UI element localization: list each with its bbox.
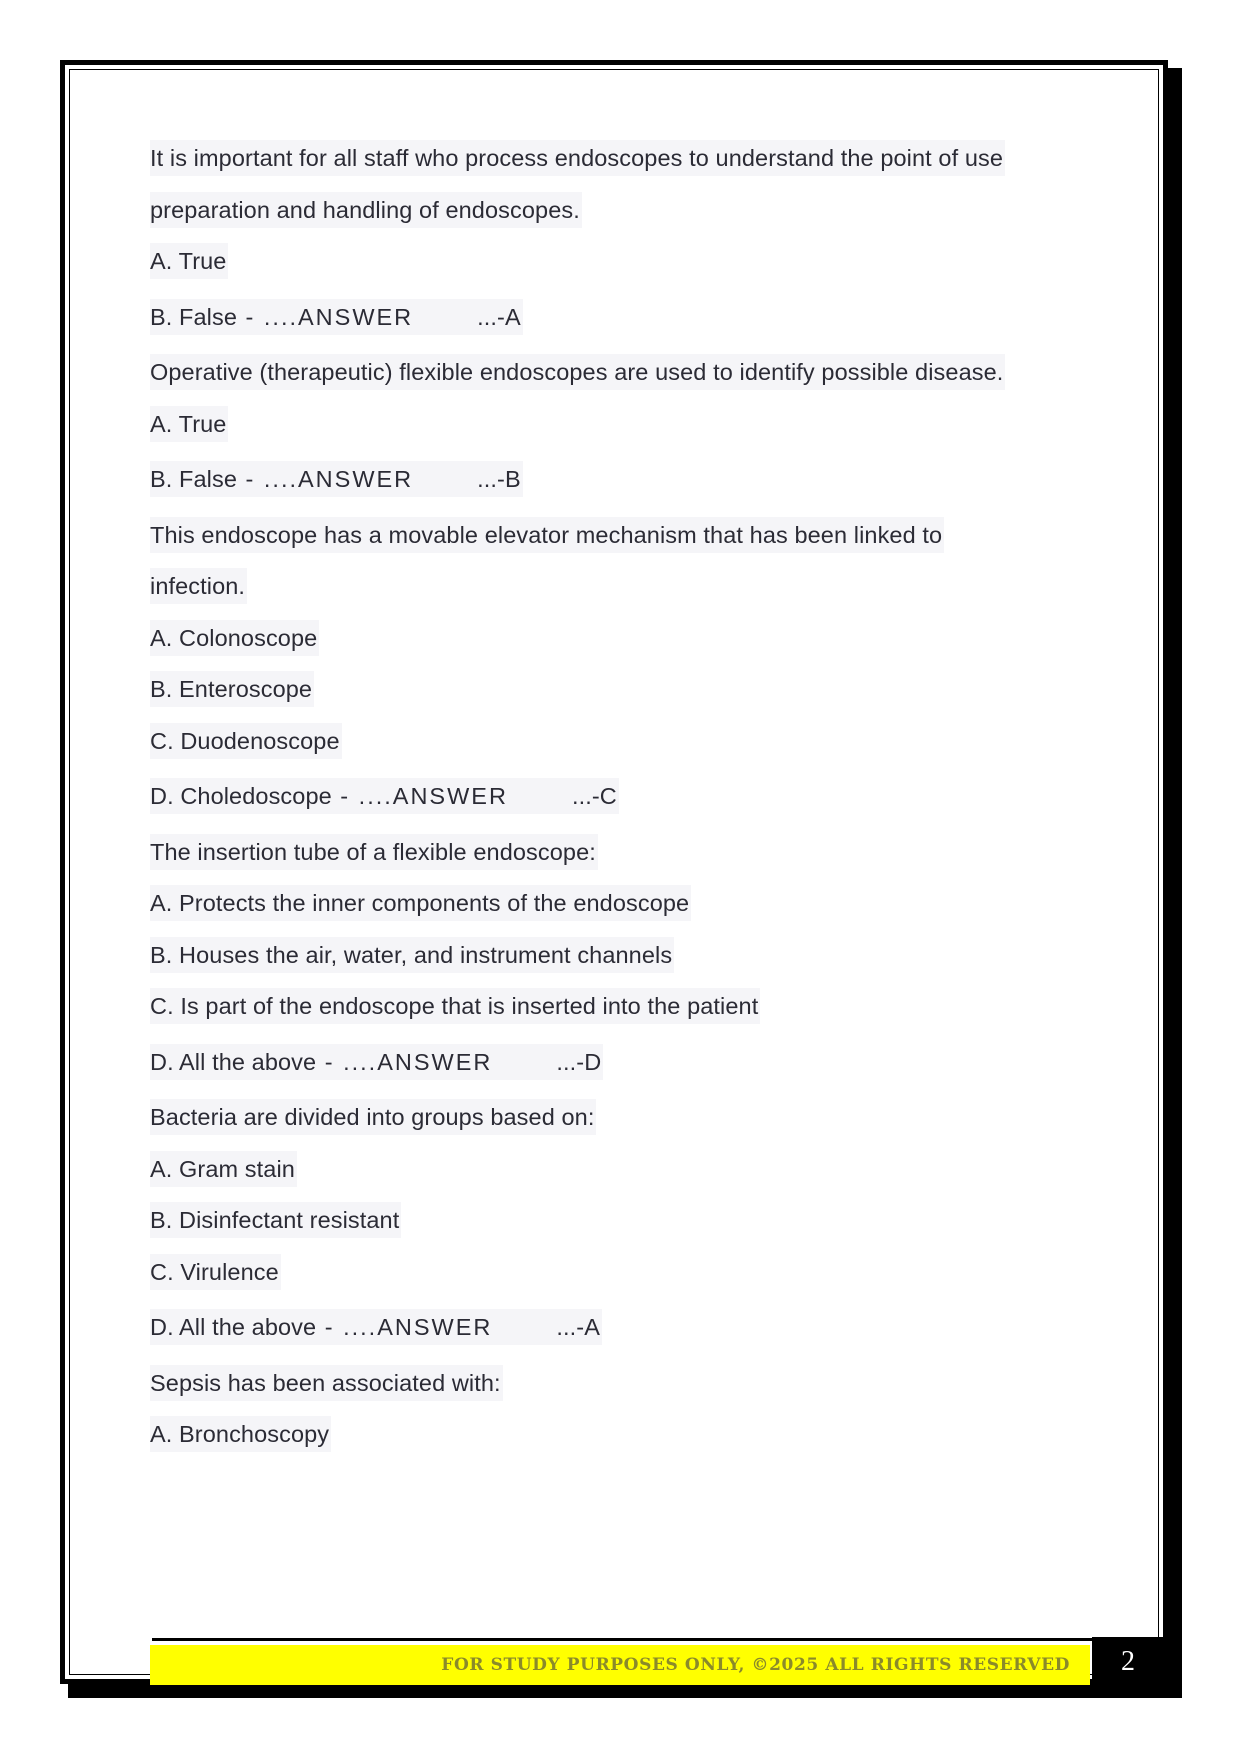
answer-letter: A (584, 1314, 600, 1340)
answer-option-line (150, 1309, 602, 1345)
option-line: A. True (150, 243, 228, 279)
option-line: C. Is part of the endoscope that is inserted into the patient (150, 988, 760, 1024)
answer-marker: ...- (556, 1314, 585, 1340)
question-stem: Operative (therapeutic) flexible endoscopes are used to identify possible disease. (150, 354, 1005, 390)
option-text: B. False (150, 303, 237, 330)
question-stem: The insertion tube of a flexible endoscope: (150, 834, 598, 870)
question-stem: Bacteria are divided into groups based on: (150, 1099, 596, 1135)
answer-option-line (150, 461, 523, 497)
option-line: B. Enteroscope (150, 671, 314, 707)
option-text: D. All the above (150, 1048, 317, 1075)
option-line: B. Houses the air, water, and instrument channels (150, 937, 674, 973)
footer-copyright: FOR STUDY PURPOSES ONLY, ©2025 ALL RIGHTS RESERVED (441, 1655, 1070, 1675)
option-text: D. Choledoscope (150, 783, 332, 809)
option-text: B. False (150, 466, 237, 492)
page-number: 2 (1092, 1637, 1164, 1687)
answer-option-line (150, 778, 619, 814)
question-stem: It is important for all staff who process endoscopes to understand the point of use (150, 140, 1005, 176)
answer-label: - ....ANSWER (237, 303, 414, 330)
question-stem: infection. (150, 568, 247, 604)
answer-marker: ...- (556, 1048, 585, 1075)
answer-option-line (150, 1044, 603, 1080)
option-line: A. Gram stain (150, 1151, 297, 1187)
answer-letter: D (584, 1048, 602, 1075)
question-stem: This endoscope has a movable elevator mechanism that has been linked to (150, 517, 944, 553)
answer-marker: ...- (477, 466, 505, 492)
answer-label: - ....ANSWER (237, 466, 414, 492)
option-text: D. All the above (150, 1314, 317, 1340)
option-line: C. Duodenoscope (150, 723, 342, 759)
question-stem: Sepsis has been associated with: (150, 1365, 503, 1401)
answer-letter: A (504, 303, 521, 330)
option-line: A. Protects the inner components of the endoscope (150, 885, 691, 921)
option-line: A. Colonoscope (150, 620, 319, 656)
option-line: A. Bronchoscopy (150, 1416, 331, 1452)
answer-letter: C (599, 783, 617, 809)
answer-label: - ....ANSWER (316, 1048, 493, 1075)
answer-option-line (150, 299, 523, 335)
answer-marker: ...- (571, 783, 600, 809)
question-stem: preparation and handling of endoscopes. (150, 192, 582, 228)
option-line: C. Virulence (150, 1254, 281, 1290)
answer-letter: B (504, 466, 521, 492)
answer-label: - ....ANSWER (331, 783, 508, 809)
footer-band (150, 1645, 1090, 1685)
option-line: A. True (150, 406, 228, 442)
answer-label: - ....ANSWER (316, 1314, 493, 1340)
footer-rule (152, 1638, 1092, 1641)
option-line: B. Disinfectant resistant (150, 1202, 401, 1238)
answer-marker: ...- (477, 303, 505, 330)
